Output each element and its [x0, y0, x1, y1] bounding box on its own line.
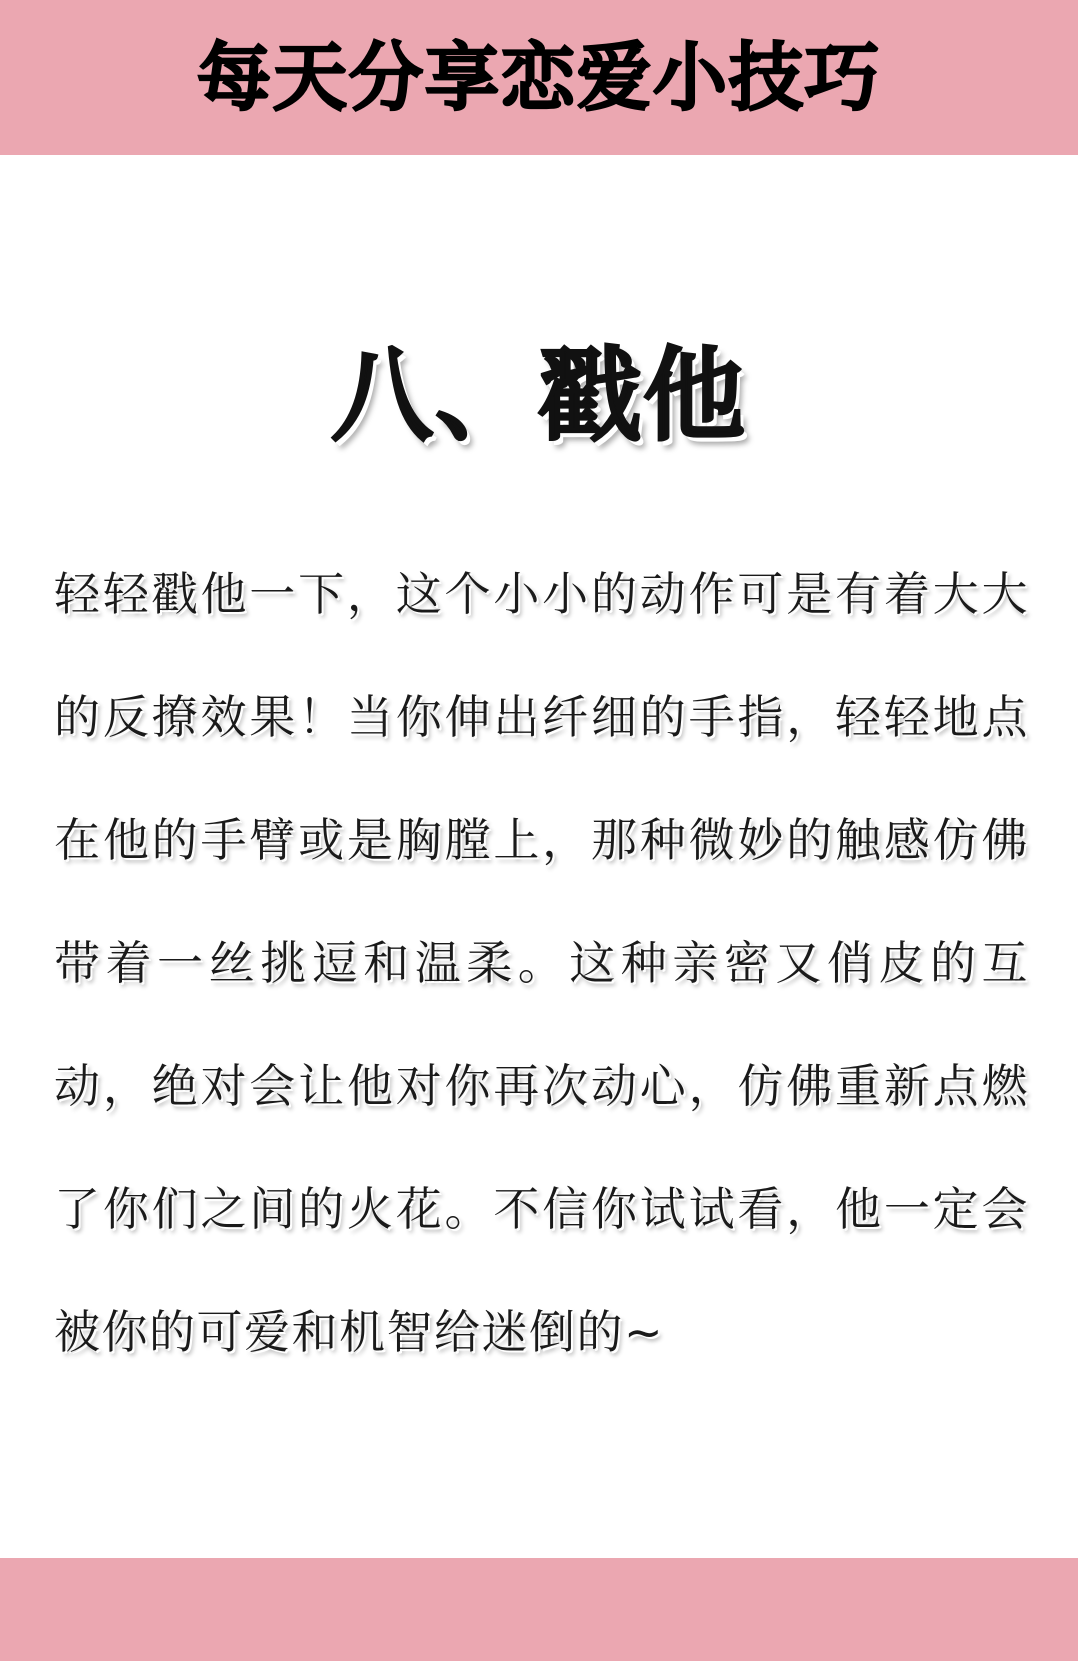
bottom-band — [0, 1558, 1078, 1661]
page-title: 每天分享恋爱小技巧 — [197, 34, 881, 121]
top-banner — [0, 0, 1078, 155]
content-area — [0, 155, 1078, 1558]
section-heading: 八、戳他 — [331, 336, 747, 456]
section-body-text: 轻轻戳他一下，这个小小的动作可是有着大大的反撩效果！当你伸出纤细的手指，轻轻地点在他的手臂或是胸膛上，那种微妙的触感仿佛带着一丝挑逗和温柔。这种亲密又俏皮的互动，绝对会让他对你再次动心，仿佛重新点燃了你们之间的火花。不信你试试看，他一定会被你的可爱和机智给迷倒的~ — [54, 567, 1029, 1359]
